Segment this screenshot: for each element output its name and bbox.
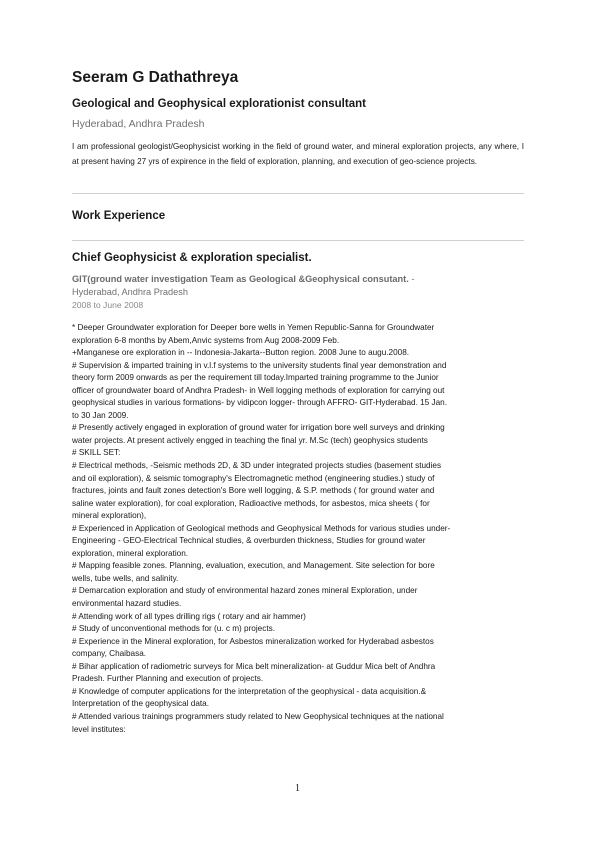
description-line: fractures, joints and fault zones detection's Bore well logging, & S.P. methods ( for ground water and bbox=[72, 486, 435, 496]
description-line: company, Chaibasa. bbox=[72, 649, 147, 659]
description-line: # Attended various trainings programmers study related to New Geophysical techniques at the national bbox=[72, 711, 444, 721]
description-line: mineral exploration), bbox=[72, 511, 147, 521]
divider bbox=[72, 240, 524, 241]
description-line: Interpretation of the geophysical data. bbox=[72, 699, 210, 709]
description-line: # Electrical methods, -Seismic methods 2D, & 3D under integrated projects studies (basement studies bbox=[72, 461, 442, 471]
description-line: * Deeper Groundwater exploration for Deeper bore wells in Yemen Republic-Sanna for Groundwater bbox=[72, 323, 435, 332]
description-line: saline water exploration), for coal exploration, Radioactive methods, for asbestos, mica sheets ( for bbox=[72, 498, 430, 508]
job-description bbox=[72, 322, 524, 736]
description-line: # Bihar application of radiometric surveys for Mica belt mineralization- at Guddur Mica belt of Andhra bbox=[72, 661, 436, 671]
employer-line bbox=[72, 273, 524, 298]
section-title-work-experience: Work Experience bbox=[72, 210, 166, 222]
description-line: officer of groundwater board of Andhra Pradesh- in Well logging methods of exploration for carrying out bbox=[72, 385, 445, 395]
candidate-name: Seeram G Dathathreya bbox=[72, 69, 239, 86]
description-line: exploration, mineral exploration. bbox=[72, 548, 189, 558]
description-line: to 30 Jan 2009. bbox=[72, 410, 129, 420]
description-line: # Knowledge of computer applications for the interpretation of the geophysical - data acquisition.& bbox=[72, 686, 427, 696]
description-line: theory form 2009 onwards as per the requirement till today.Imparted training programme to the Junior bbox=[72, 373, 439, 383]
page-number: 1 bbox=[295, 783, 300, 794]
description-line: # Supervision & imparted training in v.l.f systems to the university students final year demonstration and bbox=[72, 360, 447, 370]
job-entry bbox=[72, 251, 524, 736]
description-line: # Presently actively engaged in exploration of ground water for irrigation bore well surveys and drinking bbox=[72, 423, 445, 433]
description-line: environmental hazard studies. bbox=[72, 599, 182, 609]
description-line: # Study of unconventional methods for (u. c m) projects. bbox=[72, 624, 275, 634]
company-separator: - bbox=[408, 274, 415, 284]
description-line: # Experience in the Mineral exploration, for Asbestos mineralization worked for Hyderabad asbestos bbox=[72, 636, 434, 646]
description-line: Pradesh. Further Planning and execution of projects. bbox=[72, 674, 264, 684]
description-line: # SKILL SET: bbox=[72, 448, 121, 458]
job-title: Chief Geophysicist & exploration specialist. bbox=[72, 252, 312, 264]
description-line: # Mapping feasible zones. Planning, evaluation, execution, and Management. Site selection for bore bbox=[72, 561, 435, 571]
description-line: +Manganese ore exploration in -- Indonesia-Jakarta--Button region. 2008 June to augu.2008. bbox=[72, 348, 410, 358]
divider bbox=[72, 193, 524, 194]
job-dates: 2008 to June 2008 bbox=[72, 300, 144, 310]
job-location: Hyderabad, Andhra Pradesh bbox=[72, 286, 188, 297]
description-line: # Demarcation exploration and study of environmental hazard zones mineral Exploration, under bbox=[72, 586, 418, 596]
company-name: GIT(ground water investigation Team as Geological &Geophysical consutant. bbox=[72, 274, 409, 284]
profile-header bbox=[72, 68, 524, 169]
headline: Geological and Geophysical explorationist consultant bbox=[72, 98, 366, 110]
description-line: geophysical studies in various formations- by vidipcon logger- through AFFRO- GIT-Hyderabad. 15 Jan. bbox=[72, 398, 447, 408]
description-line: # Experienced in Application of Geological methods and Geophysical Methods for various studies under- bbox=[72, 523, 451, 533]
description-line: and oil exploration), & seismic tomography's Electromagnetic method (engineering studies.) study of bbox=[72, 473, 435, 483]
summary: I am professional geologist/Geophysicist working in the field of ground water, and mineral exploration projects, any where, I at present having 27 yrs of expirence in the field of exploration, planning, and execution of geo-science projects. bbox=[72, 142, 524, 166]
description-line: level institutes: bbox=[72, 724, 126, 734]
description-line: water projects. At present actively engged in teaching the final yr. M.Sc (tech) geophysics students bbox=[72, 435, 428, 445]
description-line: Engineering - GEO-Electrical Technical studies, & overburden thickness, Studies for ground water bbox=[72, 536, 426, 546]
description-line: wells, tube wells, and salinity. bbox=[72, 573, 179, 583]
description-line: exploration 6-8 months by Abem,Anvic systems from Aug 2008-2009 Feb. bbox=[72, 335, 340, 345]
candidate-location: Hyderabad, Andhra Pradesh bbox=[72, 118, 205, 130]
description-line: # Attending work of all types drilling rigs ( rotary and air hammer) bbox=[72, 611, 306, 621]
